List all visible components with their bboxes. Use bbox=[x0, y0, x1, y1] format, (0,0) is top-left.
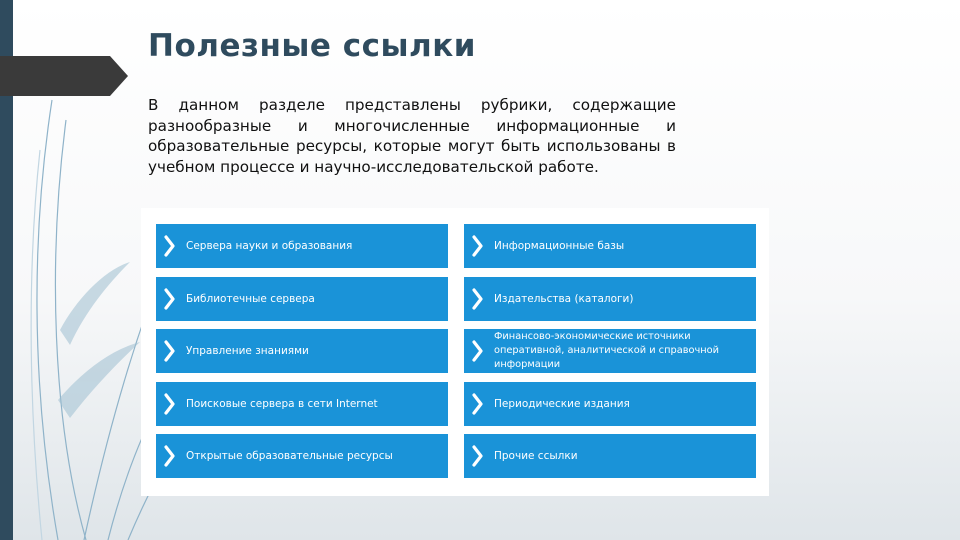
link-label: Поисковые сервера в сети Internet bbox=[186, 398, 378, 410]
link-search-servers[interactable] bbox=[156, 382, 448, 426]
chevron-right-icon bbox=[471, 445, 485, 467]
link-other-links[interactable] bbox=[464, 434, 756, 478]
link-science-education-servers[interactable] bbox=[156, 224, 448, 268]
link-knowledge-management[interactable] bbox=[156, 329, 448, 373]
link-open-educational-resources[interactable] bbox=[156, 434, 448, 478]
link-label: Прочие ссылки bbox=[494, 450, 578, 462]
chevron-right-icon bbox=[163, 393, 177, 415]
link-label: Сервера науки и образования bbox=[186, 240, 353, 252]
link-label: Финансово-экономические источники оперативной, аналитической и справочной информации bbox=[494, 331, 720, 370]
links-panel bbox=[141, 208, 769, 496]
chevron-right-icon bbox=[163, 445, 177, 467]
link-label: Управление знаниями bbox=[186, 345, 309, 357]
link-label: Информационные базы bbox=[494, 240, 625, 252]
title-marker-tab bbox=[0, 56, 128, 96]
link-financial-economic-sources[interactable] bbox=[464, 329, 756, 373]
link-information-databases[interactable] bbox=[464, 224, 756, 268]
chevron-right-icon bbox=[471, 235, 485, 257]
link-label: Периодические издания bbox=[494, 398, 630, 410]
link-label: Издательства (каталоги) bbox=[494, 293, 634, 305]
link-publishers-catalogs[interactable] bbox=[464, 277, 756, 321]
link-periodicals[interactable] bbox=[464, 382, 756, 426]
link-label: Библиотечные сервера bbox=[186, 293, 315, 305]
page-title: Полезные ссылки bbox=[148, 28, 477, 64]
intro-paragraph: В данном разделе представлены рубрики, содержащие разнообразные и многочисленные информационные и образовательные ресурсы, которые могут быть использованы в учебном процессе и научно-исследовательской работе. bbox=[148, 96, 676, 176]
chevron-right-icon bbox=[471, 393, 485, 415]
chevron-right-icon bbox=[471, 288, 485, 310]
chevron-right-icon bbox=[163, 235, 177, 257]
chevron-right-icon bbox=[471, 340, 485, 362]
link-library-servers[interactable] bbox=[156, 277, 448, 321]
link-label: Открытые образовательные ресурсы bbox=[186, 450, 393, 462]
chevron-right-icon bbox=[163, 288, 177, 310]
chevron-right-icon bbox=[163, 340, 177, 362]
